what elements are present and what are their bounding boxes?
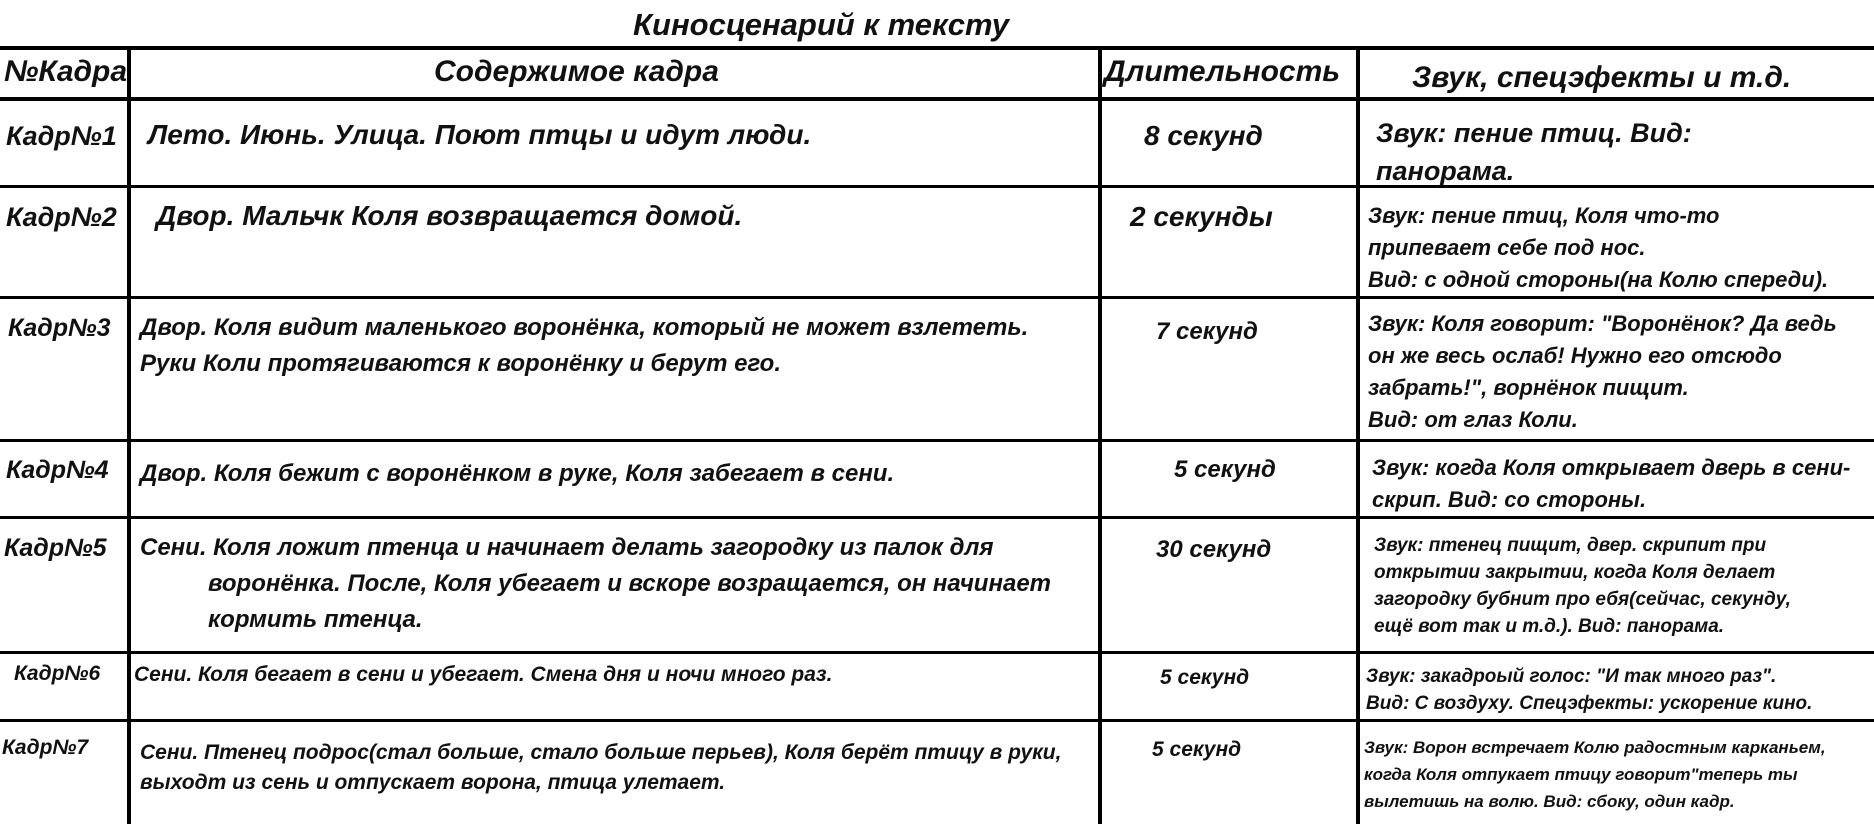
frame-content: Двор. Коля бежит с воронёнком в руке, Коля забегает в сени.	[140, 460, 895, 487]
frame-duration: 30 секунд	[1156, 536, 1272, 563]
header-frame-number: №Кадра	[4, 55, 128, 88]
frame-number: Кадр№1	[6, 121, 117, 151]
document-title: Киносценарий к тексту	[632, 7, 1010, 42]
header-frame-content: Содержимое кадра	[434, 55, 719, 88]
frame-sound: Звук: птенец пищит, двер. скрипит при открытии закрытии, когда Коля делает загородку бубнит про ебя(сейчас, секунду, ещё вот так и т.д.). Вид: панорама.	[1374, 535, 1791, 637]
frame-sound: Звук: когда Коля открывает дверь в сени- скрип. Вид: со стороны.	[1372, 455, 1851, 512]
frame-sound: Звук: закадроый голос: "И так много раз". Вид: С воздуху. Спецэфекты: ускорение кино.	[1366, 666, 1813, 714]
frame-duration: 8 секунд	[1144, 120, 1263, 151]
screenplay-table	[0, 46, 1874, 824]
frame-number: Кадр№2	[6, 202, 117, 232]
frame-number: Кадр№7	[2, 736, 89, 759]
column-divider	[1356, 46, 1360, 824]
header-duration: Длительность	[1104, 55, 1341, 88]
frame-content: Сени. Коля ложит птенца и начинает делать загородку из палок для воронёнка. После, Коля убегает и вскоре возращается, он начинает кормить птенца.	[140, 534, 1051, 633]
frame-duration: 2 секунды	[1130, 201, 1273, 232]
row-divider	[0, 439, 1874, 442]
frame-sound: Звук: Ворон встречает Колю радостным карканьем, когда Коля отпукает птицу говорит"теперь ты вылетишь на волю. Вид: сбоку, один кадр.	[1364, 738, 1826, 811]
row-divider	[0, 516, 1874, 519]
row-divider	[0, 651, 1874, 654]
frame-duration: 7 секунд	[1156, 318, 1258, 345]
frame-number: Кадр№6	[14, 662, 101, 685]
frame-sound: Звук: пение птиц. Вид: панорама.	[1376, 118, 1692, 186]
frame-content: Лето. Июнь. Улица. Поют птцы и идут люди.	[148, 119, 812, 150]
header-sound-effects: Звук, спецэфекты и т.д.	[1412, 61, 1792, 94]
frame-number: Кадр№4	[6, 456, 109, 484]
table-border-top	[0, 46, 1874, 50]
frame-duration: 5 секунд	[1152, 738, 1242, 761]
frame-number: Кадр№3	[8, 314, 111, 342]
frame-sound: Звук: пение птиц, Коля что-то припевает себе под нос. Вид: с одной стороны(на Колю спереди).	[1368, 203, 1829, 292]
column-divider	[127, 46, 131, 824]
frame-content: Двор. Мальчк Коля возвращается домой.	[156, 200, 743, 231]
frame-content: Сени. Птенец подрос(стал больше, стало больше перьев), Коля берёт птицу в руки, выходт из сень и отпускает ворона, птица улетает.	[140, 741, 1062, 794]
frame-content: Двор. Коля видит маленького воронёнка, который не может взлететь. Руки Коли протягиваются к воронёнку и берут его.	[140, 314, 1029, 377]
frame-sound: Звук: Коля говорит: "Воронёнок? Да ведь он же весь ослаб! Нужно его отсюдо забрать!", ворнёнок пищит. Вид: от глаз Коли.	[1368, 311, 1837, 432]
row-divider	[0, 296, 1874, 299]
frame-duration: 5 секунд	[1174, 456, 1276, 483]
row-divider	[0, 719, 1874, 722]
frame-number: Кадр№5	[4, 534, 107, 562]
column-divider	[1098, 46, 1102, 824]
frame-content: Сени. Коля бегает в сени и убегает. Смена дня и ночи много раз.	[134, 663, 833, 686]
frame-duration: 5 секунд	[1160, 666, 1250, 689]
